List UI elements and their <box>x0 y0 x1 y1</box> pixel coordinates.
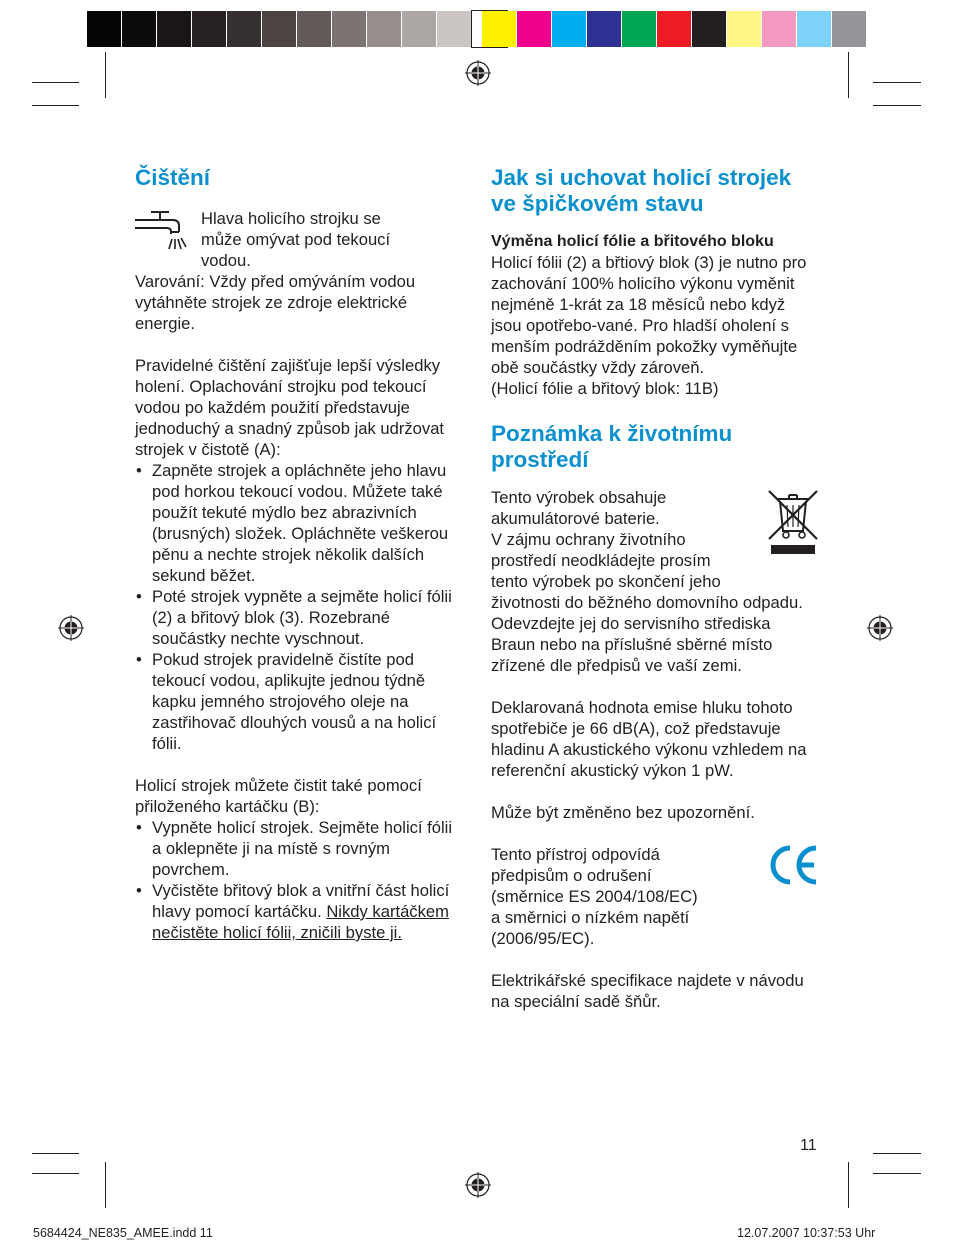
registration-mark-icon <box>464 1171 492 1199</box>
crop-mark <box>32 105 79 106</box>
cleaning-heading: Čištění <box>135 165 211 190</box>
right-column <box>491 165 816 1012</box>
brush-steps-list <box>135 817 465 943</box>
brush-warning-text: Nikdy kartáčkem nečistěte holicí fólii, zničili byste ji. <box>152 902 449 942</box>
environment-heading: Poznámka k životnímu prostředí <box>491 421 733 472</box>
registration-mark-icon <box>57 614 85 642</box>
ce-line: (směrnice ES 2004/108/EC) <box>491 887 698 906</box>
color-swatch <box>727 11 762 47</box>
ce-line: Tento přístroj odpovídá <box>491 845 660 864</box>
change-notice-text: Může být změněno bez upozornění. <box>491 803 755 822</box>
color-swatch <box>157 11 192 47</box>
color-swatch <box>87 11 122 47</box>
color-swatch <box>832 11 867 47</box>
crop-mark <box>32 1153 79 1154</box>
color-swatch <box>297 11 332 47</box>
color-swatch <box>657 11 692 47</box>
color-swatch <box>227 11 262 47</box>
list-item: • Vypněte holicí strojek. Sejměte holicí fólii a oklepněte ji na místě s rovným povrchem. <box>135 817 465 880</box>
color-swatch <box>332 11 367 47</box>
color-swatch <box>797 11 832 47</box>
warning-text: Varování: Vždy před omýváním vodou vytáhněte strojek ze zdroje elektrické energie. <box>135 272 416 333</box>
color-swatch <box>192 11 227 47</box>
replacement-text: Holicí fólii (2) a břtiový blok (3) je nutno pro zachování 100% holicího výkonu vyměnit nejméně 1-krát za 18 měsíců nebo když jsou opotřebo-vané. Pro hladší oholení s menším podrážděním pokožky vyměňujte obě součástky vždy zároveň. <box>491 253 807 377</box>
maintenance-heading: Jak si uchovat holicí strojek ve špičkovém stavu <box>491 165 792 216</box>
brush-step-text: Vyčistěte břitový blok a vnitřní část holicí hlavy pomocí kartáčku. <box>152 881 450 921</box>
registration-mark-icon <box>866 614 894 642</box>
regular-cleaning-text: Pravidelné čištění zajišťuje lepší výsledky holení. Oplachování strojku pod tekoucí vodou po každém použití představuje jednoduchý a snadný způsob jak udržovat strojek v čistotě (A): <box>135 356 445 459</box>
crop-mark <box>848 1162 849 1208</box>
page-number: 11 <box>800 1137 817 1154</box>
env-disposal-text: životnosti do běžného domovního odpadu. Odevzdejte jej do servisního střediska Braun nebo na příslušné sběrné místo zřízené dle předpisů ve vaší zemi. <box>491 593 803 675</box>
electrical-spec-text: Elektrikářské specifikace najdete v návodu na speciální sadě šňůr. <box>491 971 804 1011</box>
crop-mark <box>32 1173 79 1174</box>
env-line: prostředí neodkládejte prosím <box>491 551 711 570</box>
faucet-icon <box>133 208 193 260</box>
color-swatch <box>692 11 727 47</box>
crop-mark <box>105 52 106 98</box>
color-swatch <box>437 11 472 47</box>
crop-mark <box>32 82 79 83</box>
rinse-steps-list <box>135 460 465 754</box>
crop-mark <box>873 1153 921 1154</box>
crop-mark <box>848 52 849 98</box>
color-swatch <box>482 11 517 47</box>
color-swatch <box>762 11 797 47</box>
ce-mark-icon <box>768 844 820 886</box>
env-line: Tento výrobek obsahuje <box>491 488 667 507</box>
color-swatch <box>402 11 437 47</box>
list-item: • Zapněte strojek a opláchněte jeho hlavu pod horkou tekoucí vodou. Můžete také použít tekuté mýdlo bez abrazivních (brusných) složek. Opláchněte veškerou pěnu a nechte strojek několik dalších sekund běžet. <box>135 460 465 586</box>
color-swatch <box>122 11 157 47</box>
list-item <box>135 880 465 943</box>
env-line: tento výrobek po skončení jeho <box>491 572 721 591</box>
ce-line: a směrnici o nízkém napětí <box>491 908 690 927</box>
rinse-intro <box>135 208 465 271</box>
color-swatch <box>517 11 552 47</box>
grayscale-color-bar <box>87 11 507 47</box>
replacement-subheading: Výměna holicí fólie a břitového bloku <box>491 233 774 250</box>
crossed-bin-icon <box>767 489 819 555</box>
env-line: akumulátorové baterie. <box>491 509 660 528</box>
footer-file-name: 5684424_NE835_AMEE.indd 11 <box>33 1226 213 1240</box>
noise-emission-text: Deklarovaná hodnota emise hluku tohoto spotřebiče je 66 dB(A), což představuje hladinu A akustického výkonu vzhledem na referenční akustický výkon 1 pW. <box>491 698 807 780</box>
registration-mark-icon <box>464 59 492 87</box>
ce-line: předpisům o odrušení <box>491 866 652 885</box>
process-color-bar <box>482 11 867 47</box>
crop-mark <box>873 82 921 83</box>
crop-mark <box>105 1162 106 1208</box>
crop-mark <box>873 1173 921 1174</box>
color-swatch <box>262 11 297 47</box>
rinse-intro-line: Hlava holicího strojku se <box>201 209 381 228</box>
replacement-part-ref: (Holicí fólie a břitový blok: 11B) <box>491 379 719 398</box>
color-swatch <box>587 11 622 47</box>
env-line: V zájmu ochrany životního <box>491 530 686 549</box>
rinse-intro-text <box>201 208 390 271</box>
color-swatch <box>552 11 587 47</box>
rinse-intro-line: může omývat pod tekoucí <box>201 230 391 249</box>
footer-timestamp: 12.07.2007 10:37:53 Uhr <box>737 1226 876 1240</box>
conformity-block <box>491 844 816 949</box>
color-swatch <box>622 11 657 47</box>
crop-mark <box>873 105 921 106</box>
color-swatch <box>367 11 402 47</box>
left-column <box>135 165 465 943</box>
rinse-intro-line: vodou. <box>201 251 251 270</box>
list-item: • Poté strojek vypněte a sejměte holicí fólii (2) a břitový blok (3). Rozebrané součástky nechte vyschnout. <box>135 586 465 649</box>
environment-block <box>491 487 816 676</box>
ce-line: (2006/95/EC). <box>491 929 595 948</box>
list-item: • Pokud strojek pravidelně čistíte pod tekoucí vodou, aplikujte jednou týdně kapku jemného strojového oleje na zastřihovač dlouhých vousů a na holicí fólii. <box>135 649 465 754</box>
brush-cleaning-text: Holicí strojek můžete čistit také pomocí přiloženého kartáčku (B): <box>135 776 422 816</box>
